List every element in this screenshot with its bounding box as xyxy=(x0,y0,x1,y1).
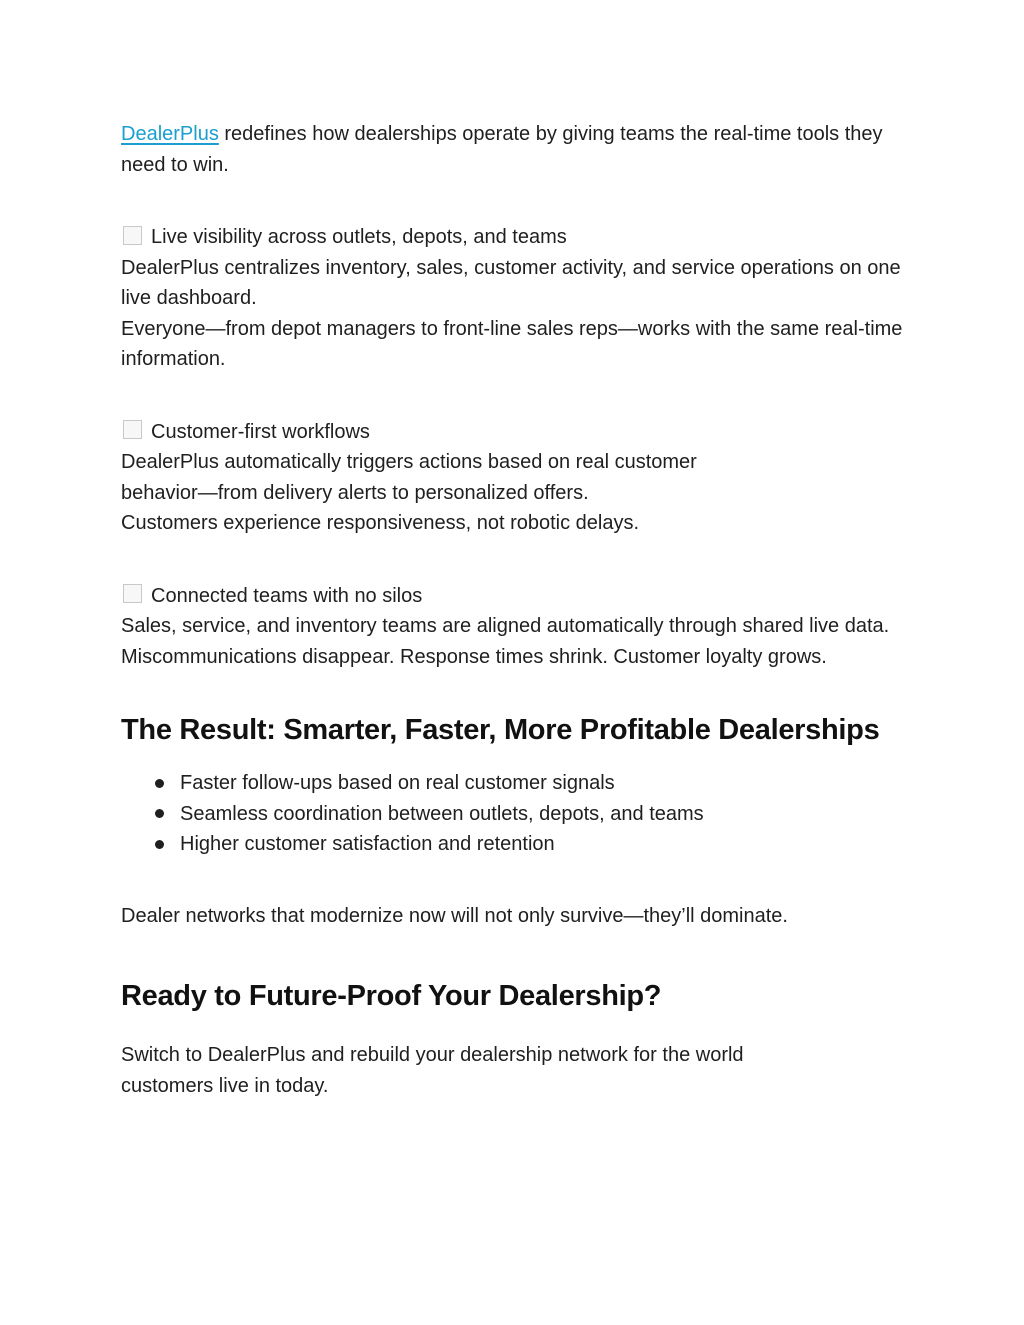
closing-paragraph: Dealer networks that modernize now will not only survive—they’ll dominate. xyxy=(121,904,788,927)
feature-title: Connected teams with no silos xyxy=(151,584,423,607)
list-item xyxy=(121,768,911,799)
document-body xyxy=(121,119,911,1101)
feature-line: DealerPlus automatically triggers actions based on real customer behavior—from delivery alerts to personalized offers. xyxy=(121,451,697,504)
feature-line: Customers experience responsiveness, not robotic delays. xyxy=(121,512,640,534)
feature-live-visibility xyxy=(121,222,911,375)
feature-line: Everyone—from depot managers to front-line sales reps—works with the same real-time information. xyxy=(121,317,903,370)
checkbox-icon xyxy=(123,420,142,439)
list-item-text: Higher customer satisfaction and retention xyxy=(180,833,555,855)
result-bullet-list xyxy=(121,768,911,860)
checkbox-icon xyxy=(123,584,142,603)
cta-heading: Ready to Future-Proof Your Dealership? xyxy=(121,980,662,1012)
feature-heading xyxy=(121,581,911,612)
bullet-icon xyxy=(155,779,164,788)
feature-line: Sales, service, and inventory teams are aligned automatically through shared live data. xyxy=(121,615,890,637)
feature-line: DealerPlus centralizes inventory, sales, customer activity, and service operations on one live dashboard. xyxy=(121,256,901,309)
intro-text: redefines how dealerships operate by giving teams the real-time tools they need to win. xyxy=(121,123,883,176)
result-heading: The Result: Smarter, Faster, More Profitable Dealerships xyxy=(121,714,880,746)
feature-line: Miscommunications disappear. Response times shrink. Customer loyalty grows. xyxy=(121,645,827,668)
dealerplus-link[interactable]: DealerPlus xyxy=(121,123,219,145)
list-item-text: Seamless coordination between outlets, depots, and teams xyxy=(180,802,704,825)
bullet-icon xyxy=(155,840,164,849)
feature-heading xyxy=(121,222,911,253)
bullet-icon xyxy=(155,809,164,818)
list-item xyxy=(121,799,911,830)
list-item xyxy=(121,829,911,860)
feature-heading xyxy=(121,417,911,448)
feature-title: Live visibility across outlets, depots, and teams xyxy=(151,226,567,248)
feature-title: Customer-first workflows xyxy=(151,420,370,443)
cta-paragraph: Switch to DealerPlus and rebuild your dealership network for the world customers live in today. xyxy=(121,1044,744,1097)
intro-paragraph xyxy=(121,119,911,180)
feature-customer-first xyxy=(121,417,911,539)
feature-connected-teams xyxy=(121,581,911,673)
checkbox-icon xyxy=(123,226,142,245)
list-item-text: Faster follow-ups based on real customer signals xyxy=(180,772,615,794)
